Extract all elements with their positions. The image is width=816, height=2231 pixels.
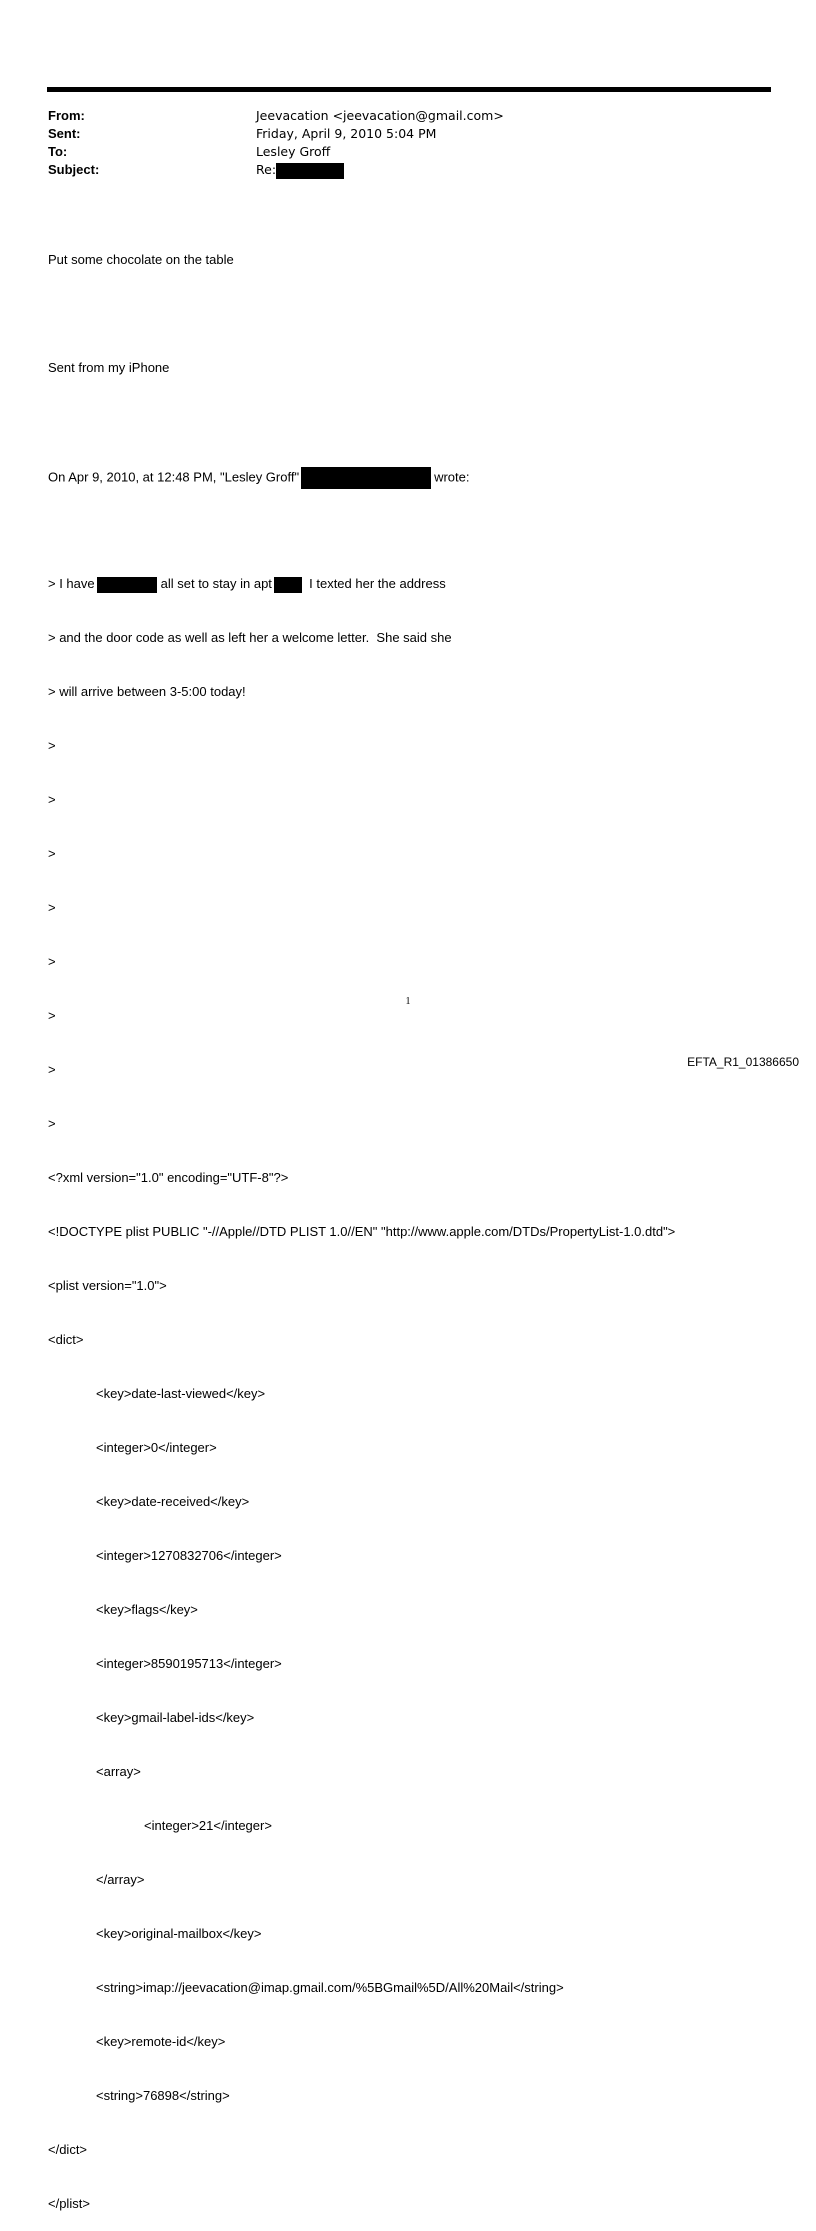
plist-line: <string>76898</string>: [96, 2088, 230, 2103]
plist-line: </dict>: [48, 2142, 88, 2157]
subject-value: Re:: [256, 162, 277, 177]
plist-line: <key>flags</key>: [96, 1602, 198, 1617]
plist-line: <dict>: [48, 1332, 84, 1347]
quoted-line: >: [48, 1062, 56, 1077]
plist-line: <key>remote-id</key>: [96, 2034, 226, 2049]
redaction-block: [97, 577, 157, 593]
header-rule: [47, 87, 771, 92]
from-label: From:: [48, 108, 85, 123]
quoted-text: I texted her the address: [301, 576, 446, 591]
quoted-text: > I have: [48, 576, 95, 591]
plist-line: <array>: [96, 1764, 141, 1779]
quoted-line: > will arrive between 3-5:00 today!: [48, 684, 246, 699]
redaction-block: [301, 467, 431, 489]
quoted-line: >: [48, 792, 56, 807]
plist-line: <key>date-received</key>: [96, 1494, 250, 1509]
to-value: Lesley Groff: [256, 144, 331, 159]
redaction-block: [274, 577, 302, 593]
quoted-line: >: [48, 1116, 56, 1131]
plist-line: <string>imap://jeevacation@imap.gmail.com/%5BGmail%5D/All%20Mail</string>: [96, 1980, 564, 1995]
quoted-line: [48, 575, 675, 593]
sent-value: Friday, April 9, 2010 5:04 PM: [256, 126, 437, 141]
plist-line: <?xml version="1.0" encoding="UTF-8"?>: [48, 1170, 289, 1185]
quoted-line: >: [48, 1008, 56, 1023]
page-number: 1: [405, 996, 411, 1007]
bates-id: EFTA_R1_01386650: [687, 1055, 799, 1069]
quote-intro-end: wrote:: [434, 469, 470, 485]
quote-intro-start: On Apr 9, 2010, at 12:48 PM, "Lesley Groff": [48, 469, 300, 485]
body-line: Put some chocolate on the table: [48, 252, 234, 267]
plist-line: </plist>: [48, 2196, 90, 2211]
sent-label: Sent:: [48, 126, 81, 141]
quoted-line: >: [48, 738, 56, 753]
plist-line: <integer>0</integer>: [96, 1440, 217, 1455]
plist-line: <integer>21</integer>: [144, 1818, 272, 1833]
body-line: Sent from my iPhone: [48, 360, 170, 375]
plist-line: </array>: [96, 1872, 145, 1887]
quoted-line: >: [48, 954, 56, 969]
quote-intro: [48, 467, 675, 485]
redaction-block: [276, 163, 344, 179]
plist-line: <key>date-last-viewed</key>: [96, 1386, 266, 1401]
to-label: To:: [48, 144, 68, 159]
subject-label: Subject:: [48, 162, 100, 177]
plist-line: <key>gmail-label-ids</key>: [96, 1710, 255, 1725]
plist-line: <!DOCTYPE plist PUBLIC "-//Apple//DTD PLIST 1.0//EN" "http://www.apple.com/DTDs/PropertyList-1.0.dtd">: [48, 1224, 676, 1239]
quoted-line: > and the door code as well as left her a welcome letter. She said she: [48, 630, 452, 645]
quoted-text: all set to stay in apt: [160, 576, 272, 591]
quoted-line: >: [48, 900, 56, 915]
email-body: [48, 215, 675, 2231]
quoted-line: >: [48, 846, 56, 861]
plist-line: <integer>1270832706</integer>: [96, 1548, 282, 1563]
plist-line: <integer>8590195713</integer>: [96, 1656, 282, 1671]
from-value: Jeevacation <jeevacation@gmail.com>: [256, 108, 504, 123]
plist-line: <plist version="1.0">: [48, 1278, 167, 1293]
plist-line: <key>original-mailbox</key>: [96, 1926, 262, 1941]
subject-line: [256, 162, 344, 179]
